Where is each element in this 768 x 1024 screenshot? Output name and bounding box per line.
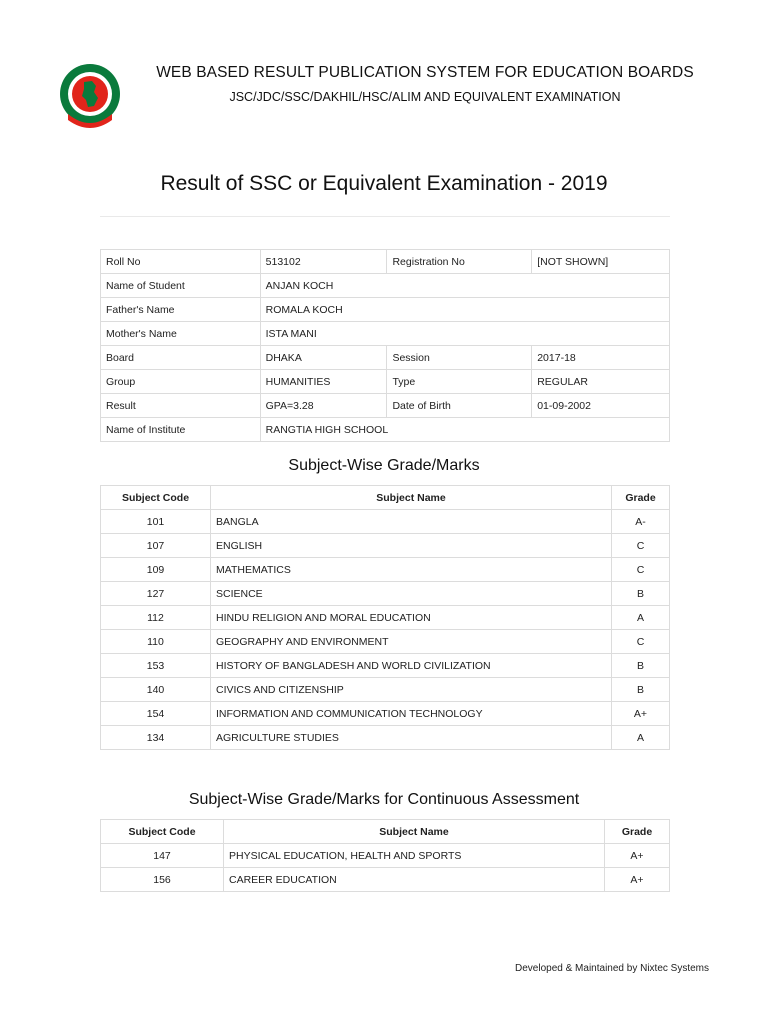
- type-value: REGULAR: [532, 370, 670, 394]
- subject-name-header: Subject Name: [211, 486, 612, 510]
- result-value: GPA=3.28: [260, 394, 387, 418]
- table-row: [101, 418, 670, 442]
- registration-value: [NOT SHOWN]: [532, 250, 670, 274]
- subject-name: HINDU RELIGION AND MORAL EDUCATION: [211, 606, 612, 630]
- divider: [100, 216, 670, 217]
- subject-grade: A+: [605, 844, 670, 868]
- subject-name: MATHEMATICS: [211, 558, 612, 582]
- footer-credit: Developed & Maintained by Nixtec Systems: [515, 963, 709, 974]
- grade-header: Grade: [612, 486, 670, 510]
- subject-code: 154: [101, 702, 211, 726]
- roll-label: Roll No: [101, 250, 261, 274]
- subject-name-header: Subject Name: [224, 820, 605, 844]
- table-row: [101, 510, 670, 534]
- table-row: [101, 298, 670, 322]
- table-row: [101, 582, 670, 606]
- subject-name: INFORMATION AND COMMUNICATION TECHNOLOGY: [211, 702, 612, 726]
- session-label: Session: [387, 346, 532, 370]
- result-label: Result: [101, 394, 261, 418]
- student-name-label: Name of Student: [101, 274, 261, 298]
- table-row: [101, 558, 670, 582]
- subject-code: 147: [101, 844, 224, 868]
- table-row: [101, 678, 670, 702]
- table-row: [101, 370, 670, 394]
- grade-header: Grade: [605, 820, 670, 844]
- subject-code: 156: [101, 868, 224, 892]
- subject-grade: A: [612, 726, 670, 750]
- board-label: Board: [101, 346, 261, 370]
- table-row: [101, 844, 670, 868]
- subject-name: HISTORY OF BANGLADESH AND WORLD CIVILIZATION: [211, 654, 612, 678]
- table-row: [101, 534, 670, 558]
- session-value: 2017-18: [532, 346, 670, 370]
- mother-name-label: Mother's Name: [101, 322, 261, 346]
- table-row: [101, 322, 670, 346]
- subject-grade: C: [612, 534, 670, 558]
- subject-code: 153: [101, 654, 211, 678]
- institute-label: Name of Institute: [101, 418, 261, 442]
- bangladesh-government-seal-icon: [58, 62, 122, 130]
- subject-name: CAREER EDUCATION: [224, 868, 605, 892]
- subject-code: 140: [101, 678, 211, 702]
- subject-name: BANGLA: [211, 510, 612, 534]
- board-value: DHAKA: [260, 346, 387, 370]
- table-row: [101, 630, 670, 654]
- table-row: [101, 868, 670, 892]
- table-row: [101, 394, 670, 418]
- group-label: Group: [101, 370, 261, 394]
- subject-grade: B: [612, 582, 670, 606]
- group-value: HUMANITIES: [260, 370, 387, 394]
- subject-grade: B: [612, 678, 670, 702]
- father-name-value: ROMALA KOCH: [260, 298, 669, 322]
- subject-grade: A+: [612, 702, 670, 726]
- header-title: WEB BASED RESULT PUBLICATION SYSTEM FOR EDUCATION BOARDS: [156, 64, 694, 81]
- table-header-row: [101, 820, 670, 844]
- subject-grade: A: [612, 606, 670, 630]
- subject-code: 112: [101, 606, 211, 630]
- table-row: [101, 702, 670, 726]
- table-row: [101, 346, 670, 370]
- student-info-table: [100, 249, 670, 442]
- subject-grade: A+: [605, 868, 670, 892]
- subject-code: 127: [101, 582, 211, 606]
- subject-grade: B: [612, 654, 670, 678]
- subject-name: PHYSICAL EDUCATION, HEALTH AND SPORTS: [224, 844, 605, 868]
- continuous-assessment-title: Subject-Wise Grade/Marks for Continuous Assessment: [188, 791, 580, 808]
- subject-grade: A-: [612, 510, 670, 534]
- table-row: [101, 654, 670, 678]
- table-row: [101, 274, 670, 298]
- registration-label: Registration No: [387, 250, 532, 274]
- subject-code: 134: [101, 726, 211, 750]
- subjects-section-title: Subject-Wise Grade/Marks: [288, 457, 480, 474]
- page-title: Result of SSC or Equivalent Examination - 2019: [160, 172, 608, 195]
- dob-label: Date of Birth: [387, 394, 532, 418]
- header-subtitle: JSC/JDC/SSC/DAKHIL/HSC/ALIM AND EQUIVALENT EXAMINATION: [229, 90, 621, 104]
- continuous-assessment-table: [100, 819, 670, 892]
- subject-name: CIVICS AND CITIZENSHIP: [211, 678, 612, 702]
- student-name-value: ANJAN KOCH: [260, 274, 669, 298]
- subjects-table: [100, 485, 670, 750]
- subject-name: SCIENCE: [211, 582, 612, 606]
- mother-name-value: ISTA MANI: [260, 322, 669, 346]
- father-name-label: Father's Name: [101, 298, 261, 322]
- subject-name: ENGLISH: [211, 534, 612, 558]
- subject-code: 107: [101, 534, 211, 558]
- subject-code-header: Subject Code: [101, 486, 211, 510]
- roll-value: 513102: [260, 250, 387, 274]
- institute-value: RANGTIA HIGH SCHOOL: [260, 418, 669, 442]
- subject-code-header: Subject Code: [101, 820, 224, 844]
- table-row: [101, 606, 670, 630]
- table-row: [101, 726, 670, 750]
- subject-code: 109: [101, 558, 211, 582]
- subject-name: GEOGRAPHY AND ENVIRONMENT: [211, 630, 612, 654]
- type-label: Type: [387, 370, 532, 394]
- subject-grade: C: [612, 630, 670, 654]
- subject-grade: C: [612, 558, 670, 582]
- dob-value: 01-09-2002: [532, 394, 670, 418]
- subject-code: 101: [101, 510, 211, 534]
- subject-name: AGRICULTURE STUDIES: [211, 726, 612, 750]
- subject-code: 110: [101, 630, 211, 654]
- table-row: [101, 250, 670, 274]
- table-header-row: [101, 486, 670, 510]
